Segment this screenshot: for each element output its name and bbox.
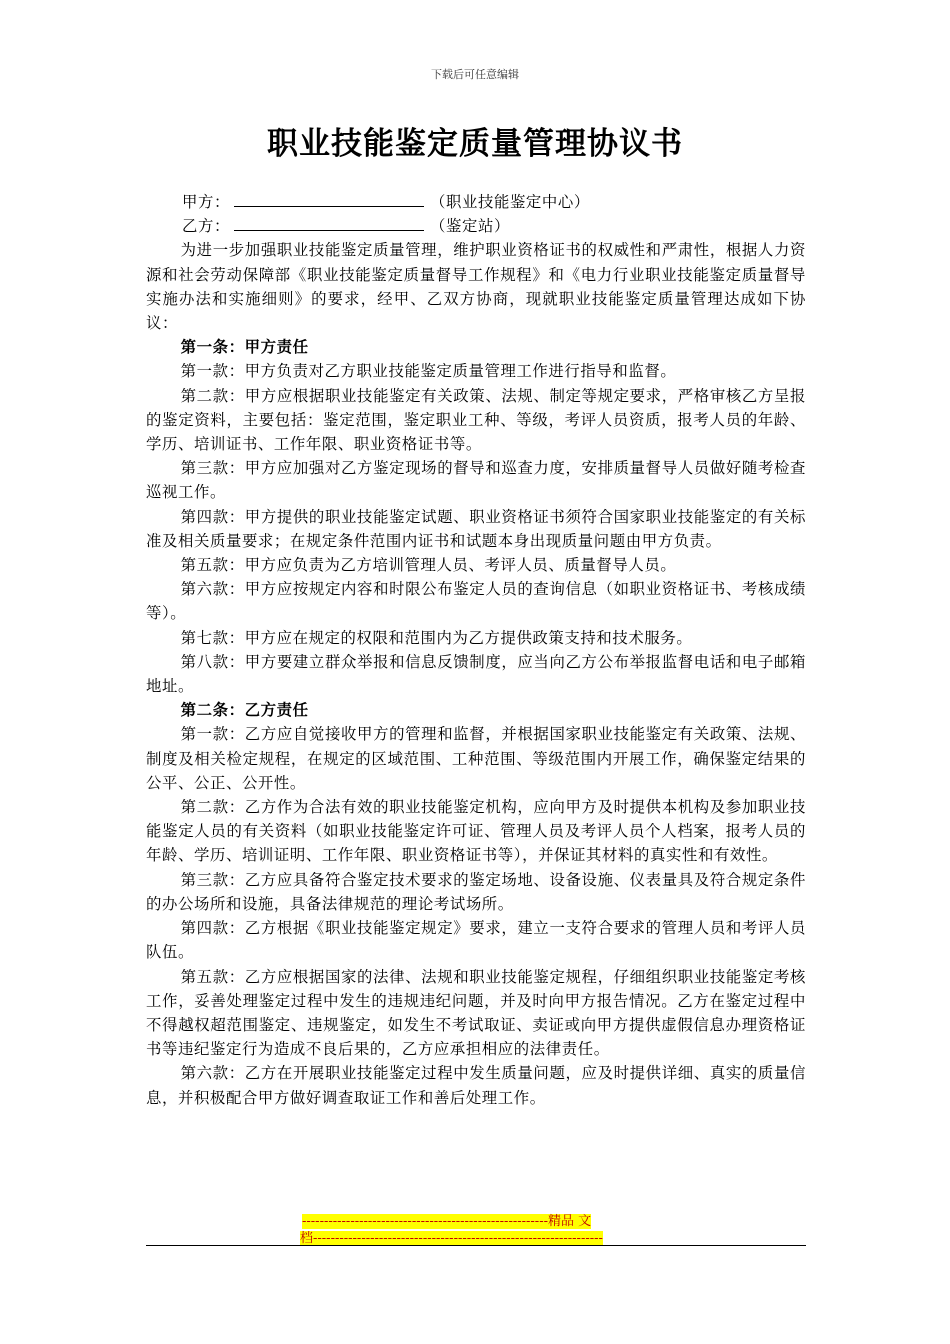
party-b-blank-field [234,214,424,231]
section2-clause: 第三款：乙方应具备符合鉴定技术要求的鉴定场地、设备设施、仪表量具及符合规定条件的办公场所和设施，具备法律规范的理论考试场所。 [146,870,806,913]
document-body [146,190,806,1110]
section1-clause: 第五款：甲方应负责为乙方培训管理人员、考评人员、质量督导人员。 [180,556,677,575]
party-a-line [146,190,806,214]
section1-clause: 第三款：甲方应加强对乙方鉴定现场的督导和巡查力度，安排质量督导人员做好随考检查巡视工作。 [146,459,806,502]
party-b-suffix: （鉴定站） [429,217,510,236]
intro-paragraph: 为进一步加强职业技能鉴定质量管理，维护职业资格证书的权威性和严肃性，根据人力资源和社会劳动保障部《职业技能鉴定质量督导工作规程》和《电力行业职业技能鉴定质量督导实施办法和实施细则》的要求，经甲、乙双方协商，现就职业技能鉴定质量管理达成如下协议： [146,241,806,333]
footer-watermark [300,1213,650,1247]
party-a-label: 甲方： [182,193,230,211]
section1-heading: 第一条：甲方责任 [180,338,309,357]
header-note: 下载后可任意编辑 [431,68,519,81]
section2-heading: 第二条：乙方责任 [180,701,309,720]
section1-clause: 第七款：甲方应在规定的权限和范围内为乙方提供政策支持和技术服务。 [180,628,693,647]
document-title: 职业技能鉴定质量管理协议书 [267,126,683,162]
footer-mark-line2: 档------------------------------------------------------------------ [300,1231,603,1246]
section2-clause: 第二款：乙方作为合法有效的职业技能鉴定机构，应向甲方及时提供本机构及参加职业技能鉴定人员的有关资料（如职业技能鉴定许可证、管理人员及考评人员个人档案，报考人员的年龄、学历、培训证明、工作年限、职业资格证书等），并保证其材料的真实性和有效性。 [146,798,806,865]
section1-clause: 第四款：甲方提供的职业技能鉴定试题、职业资格证书须符合国家职业技能鉴定的有关标准及相关质量要求；在规定条件范围内证书和试题本身出现质量问题由甲方负责。 [146,507,806,550]
party-a-suffix: （职业技能鉴定中心） [429,193,590,211]
party-b-line [146,214,806,238]
party-a-blank-field [234,190,424,207]
section1-clause: 第六款：甲方应按规定内容和时限公布鉴定人员的查询信息（如职业资格证书、考核成绩等）。 [146,580,806,623]
party-b-label: 乙方： [182,217,230,236]
section2-clause: 第一款：乙方应自觉接收甲方的管理和监督，并根据国家职业技能鉴定有关政策、法规、制度及相关检定规程，在规定的区域范围、工种范围、等级范围内开展工作，确保鉴定结果的公平、公正、公开性。 [146,725,806,792]
section1-clause: 第一款：甲方负责对乙方职业技能鉴定质量管理工作进行指导和监督。 [180,362,677,381]
footer-rule [146,1245,806,1246]
section2-clause: 第四款：乙方根据《职业技能鉴定规定》要求，建立一支符合要求的管理人员和考评人员队伍。 [146,919,806,962]
section2-clause: 第五款：乙方应根据国家的法律、法规和职业技能鉴定规程，仔细组织职业技能鉴定考核工作，妥善处理鉴定过程中发生的违规违纪问题，并及时向甲方报告情况。乙方在鉴定过程中不得越权超范围鉴定、违规鉴定，如发生不考试取证、卖证或向甲方提供虚假信息办理资格证书等违纪鉴定行为造成不良后果的，乙方应承担相应的法律责任。 [146,967,806,1059]
section1-clause: 第八款：甲方要建立群众举报和信息反馈制度，应当向乙方公布举报监督电话和电子邮箱地址。 [146,652,806,696]
section2-clause: 第六款：乙方在开展职业技能鉴定过程中发生质量问题，应及时提供详细、真实的质量信息，并积极配合甲方做好调查取证工作和善后处理工作。 [146,1064,806,1107]
section1-clause: 第二款：甲方应根据职业技能鉴定有关政策、法规、制定等规定要求，严格审核乙方呈报的鉴定资料，主要包括：鉴定范围，鉴定职业工种、等级，考评人员资质，报考人员的年龄、学历、培训证书、工作年限、职业资格证书等。 [146,386,806,454]
footer-mark-line1: --------------------------------------------------------精品 文 [302,1214,592,1229]
